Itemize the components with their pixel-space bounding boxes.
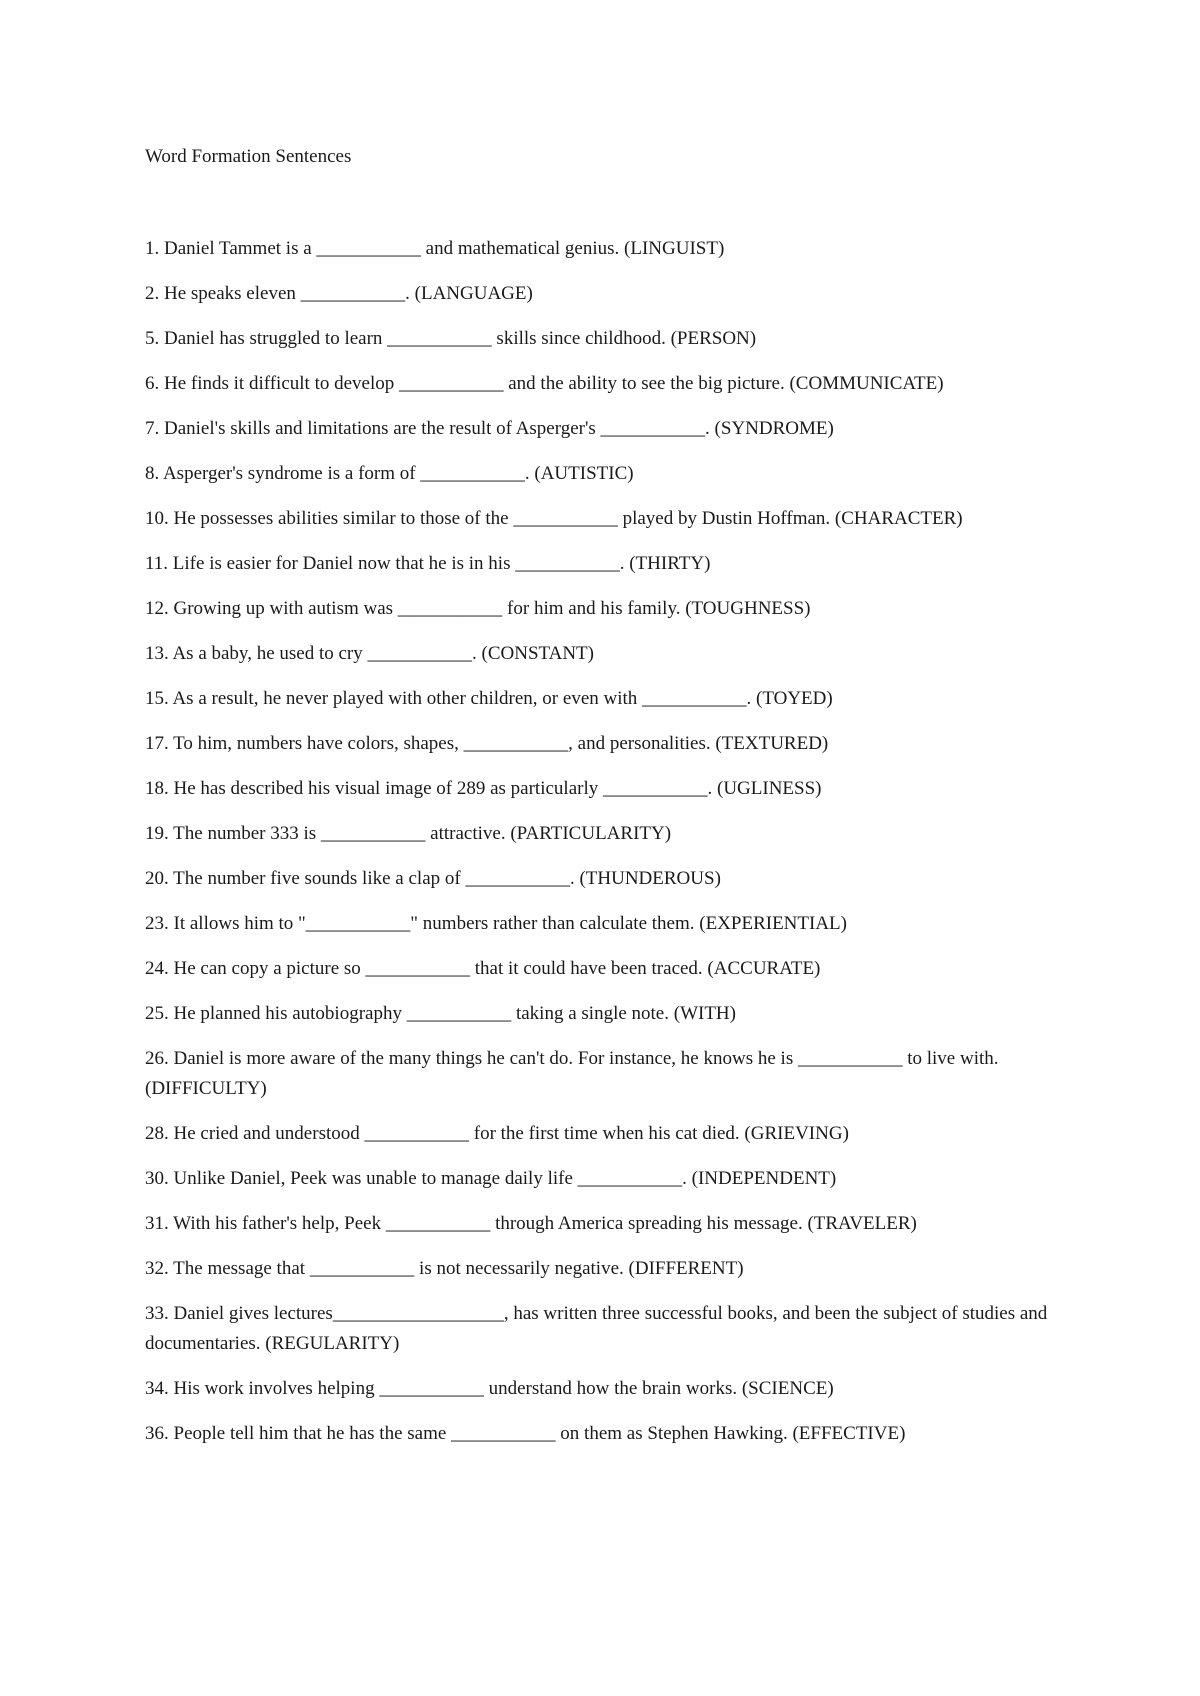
document-content — [145, 142, 1065, 1464]
sentence-item: 12. Growing up with autism was ___________ for him and his family. (TOUGHNESS) — [145, 598, 811, 619]
sentence-item: 36. People tell him that he has the same ___________ on them as Stephen Hawking. (EFFECTIVE) — [145, 1423, 906, 1444]
sentence-item: 5. Daniel has struggled to learn ___________ skills since childhood. (PERSON) — [145, 328, 757, 349]
sentence-item: 18. He has described his visual image of 289 as particularly ___________. (UGLINESS) — [145, 778, 822, 799]
sentence-item: 32. The message that ___________ is not necessarily negative. (DIFFERENT) — [145, 1258, 744, 1279]
sentence-item: 23. It allows him to "___________" numbers rather than calculate them. (EXPERIENTIAL) — [145, 913, 847, 934]
sentence-item: 30. Unlike Daniel, Peek was unable to manage daily life ___________. (INDEPENDENT) — [145, 1168, 837, 1189]
sentence-item: 1. Daniel Tammet is a ___________ and mathematical genius. (LINGUIST) — [145, 238, 725, 259]
sentence-item: 25. He planned his autobiography ___________ taking a single note. (WITH) — [145, 1003, 736, 1024]
sentence-item: 15. As a result, he never played with other children, or even with ___________. (TOYED) — [145, 688, 833, 709]
sentence-item: 10. He possesses abilities similar to those of the ___________ played by Dustin Hoffman. (CHARACTER) — [145, 508, 963, 529]
sentence-item: 17. To him, numbers have colors, shapes, ___________, and personalities. (TEXTURED) — [145, 733, 829, 754]
sentence-item: 7. Daniel's skills and limitations are the result of Asperger's ___________. (SYNDROME) — [145, 418, 834, 439]
sentence-item: 31. With his father's help, Peek ___________ through America spreading his message. (TRAVELER) — [145, 1213, 917, 1234]
page-title: Word Formation Sentences — [145, 146, 352, 167]
sentence-item: 11. Life is easier for Daniel now that he is in his ___________. (THIRTY) — [145, 553, 711, 574]
sentence-item: 26. Daniel is more aware of the many things he can't do. For instance, he knows he is ___________ to live with. (DIFFICULTY) — [145, 1048, 999, 1099]
sentence-list — [145, 234, 1065, 1449]
sentence-item: 20. The number five sounds like a clap of ___________. (THUNDEROUS) — [145, 868, 721, 889]
sentence-item: 6. He finds it difficult to develop ___________ and the ability to see the big picture. (COMMUNICATE) — [145, 373, 944, 394]
sentence-item: 33. Daniel gives lectures__________________, has written three successful books, and been the subject of studies and documentaries. (REGULARITY) — [145, 1303, 1048, 1354]
sentence-item: 2. He speaks eleven ___________. (LANGUAGE) — [145, 283, 533, 304]
sentence-item: 19. The number 333 is ___________ attractive. (PARTICULARITY) — [145, 823, 672, 844]
sentence-item: 8. Asperger's syndrome is a form of ___________. (AUTISTIC) — [145, 463, 634, 484]
sentence-item: 24. He can copy a picture so ___________ that it could have been traced. (ACCURATE) — [145, 958, 821, 979]
sentence-item: 34. His work involves helping ___________ understand how the brain works. (SCIENCE) — [145, 1378, 834, 1399]
sentence-item: 13. As a baby, he used to cry ___________. (CONSTANT) — [145, 643, 594, 664]
sentence-item: 28. He cried and understood ___________ for the first time when his cat died. (GRIEVING) — [145, 1123, 849, 1144]
